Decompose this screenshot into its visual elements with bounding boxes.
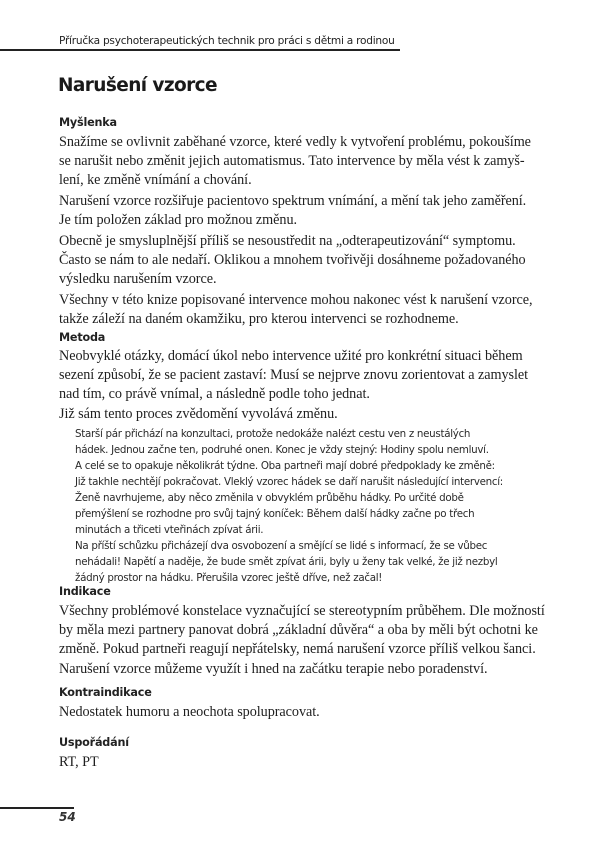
body-line: Často se nám to ale nedaří. Oklikou a mnohem tvořivěji dosáhneme požadovaného — [59, 252, 526, 268]
example-line: nehádali! Napětí a naděje, že bude smět zpívat árii, byly u ženy tak velké, že již nezbyl — [75, 556, 498, 568]
body-line: změně. Pokud partneři reagují nepřátelsky, nemá narušení vzorce příliš velkou šanci. — [59, 641, 536, 657]
example-line: hádek. Jednou začne ten, podruhé onen. Konec je vždy stejný: Hodiny spolu nemluví. — [75, 444, 489, 456]
body-line: Všechny problémové konstelace vyznačující se stereotypním průběhem. Dle možností — [59, 603, 545, 619]
body-line: sezení způsobí, že se pacient zastaví: Musí se nejprve znovu zorientovat a zamyslet — [59, 367, 528, 383]
section-heading-kontraindikace: Kontraindikace — [59, 686, 152, 699]
body-line: RT, PT — [59, 754, 99, 770]
body-line: Narušení vzorce rozšiřuje pacientovo spektrum vnímání, a mění tak jeho zaměření. — [59, 193, 527, 209]
body-line: Narušení vzorce můžeme využít i hned na začátku terapie nebo poradenství. — [59, 661, 488, 677]
body-line: se narušit nebo změnit jejich automatismus. Tato intervence by měla vést k zamyš- — [59, 153, 525, 169]
body-line: Obecně je smysluplnější příliš se nesoustředit na „odterapeutizování“ symptomu. — [59, 233, 516, 249]
example-line: Ženě navrhujeme, aby něco změnila v obvyklém průběhu hádky. Po určité době — [75, 492, 464, 504]
header-rule — [0, 49, 400, 51]
example-line: minutách a třiceti vteřinách zpívat árii. — [75, 524, 264, 536]
section-heading-metoda: Metoda — [59, 331, 106, 344]
section-heading-indikace: Indikace — [59, 585, 111, 598]
body-line: by měla mezi partnery panovat dobrá „základní důvěra“ a oba by měli být ochotni ke — [59, 622, 538, 638]
body-line: nad tím, co právě vnímal, a následně podle toho jednat. — [59, 386, 370, 402]
section-heading-myslenka: Myšlenka — [59, 116, 117, 129]
example-line: Starší pár přichází na konzultaci, protože nedokáže nalézt cestu ven z neustálých — [75, 428, 471, 440]
body-line: výsledku narušením vzorce. — [59, 271, 217, 287]
page-title: Narušení vzorce — [58, 75, 217, 96]
body-line: Již sám tento proces zvědomění vyvolává změnu. — [59, 406, 338, 422]
body-line: takže záleží na daném okamžiku, pro kterou intervenci se rozhodneme. — [59, 311, 459, 327]
body-line: Všechny v této knize popisované intervence mohou nakonec vést k narušení vzorce, — [59, 292, 533, 308]
footer-rule — [0, 807, 74, 809]
body-line: Je tím položen základ pro možnou změnu. — [59, 212, 297, 228]
example-line: Již takhle nechtějí pokračovat. Vleklý vzorec hádek se daří narušit následující intervencí: — [75, 476, 503, 488]
body-line: Snažíme se ovlivnit zaběhané vzorce, které vedly k vytvoření problému, pokoušíme — [59, 134, 531, 150]
example-line: přemýšlení se rozhodne pro svůj tajný koníček: Během další hádky začne po třech — [75, 508, 475, 520]
body-line: Neobvyklé otázky, domácí úkol nebo intervence užité pro konkrétní situaci během — [59, 348, 523, 364]
example-line: Na příští schůzku přicházejí dva osvobození a smějící se lidé s informací, že se vůbec — [75, 540, 488, 552]
example-line: žádný prostor na hádku. Přerušila vzorec ještě dříve, než začal! — [75, 572, 383, 584]
running-head: Příručka psychoterapeutických technik pro práci s dětmi a rodinou — [59, 35, 395, 47]
example-line: A celé se to opakuje několikrát týdne. Oba partneři mají dobré předpoklady ke změně: — [75, 460, 495, 472]
page-number: 54 — [59, 810, 76, 824]
body-line: Nedostatek humoru a neochota spolupracovat. — [59, 704, 320, 720]
section-heading-usporadani: Uspořádání — [59, 736, 129, 749]
body-line: lení, ke změně vnímání a chování. — [59, 172, 252, 188]
